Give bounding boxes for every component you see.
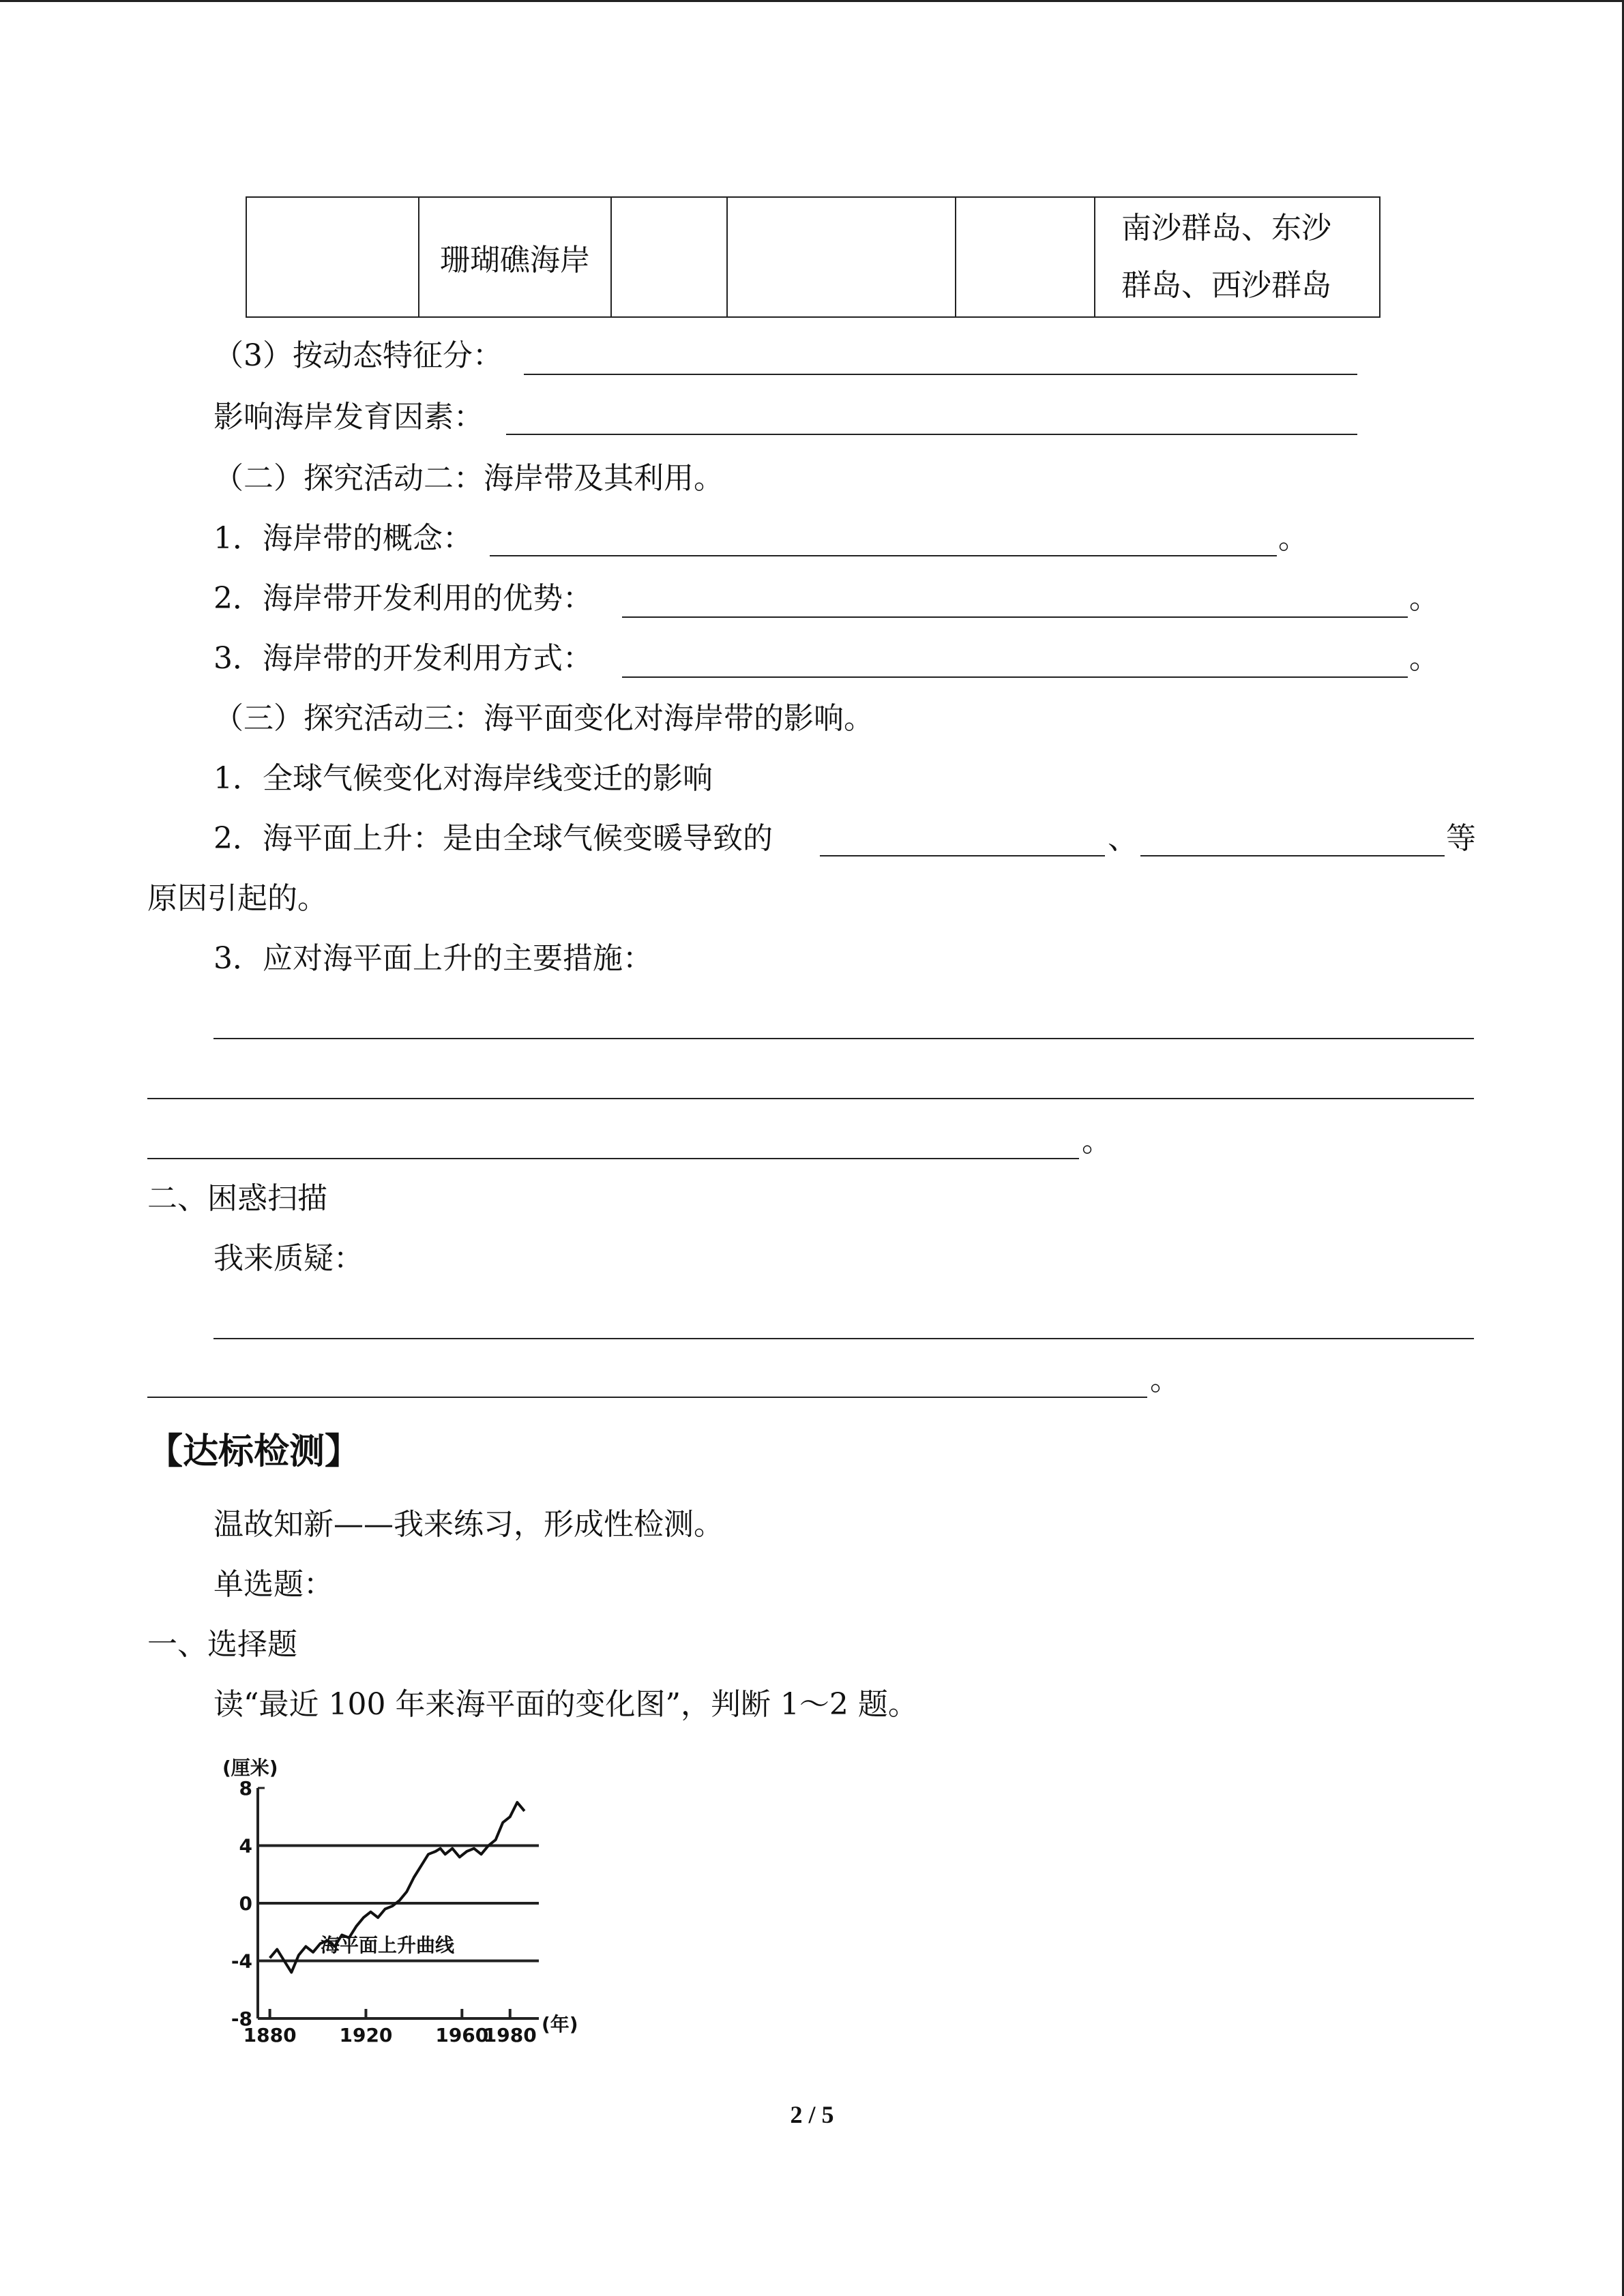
activity2-title: （二）探究活动二：海岸带及其利用。	[213, 461, 724, 496]
table-cell-coast-type: 珊瑚礁海岸	[419, 197, 611, 317]
a3-q2-suffix: 等	[1446, 821, 1476, 856]
assessment-intro: 温故知新——我来练习，形成性检测。	[213, 1507, 724, 1542]
y-tick-label: -4	[231, 1950, 252, 1973]
question-intro: 读“最近 100 年来海平面的变化图”，判断 1～2 题。	[213, 1687, 918, 1722]
a2-q2-answer-line[interactable]	[622, 616, 1408, 618]
a2-q1-label: 1．海岸带的概念：	[213, 521, 473, 556]
table-cell-empty	[246, 197, 419, 317]
a2-q3-label: 3．海岸带的开发利用方式：	[213, 641, 593, 676]
x-tick-label: 1880	[243, 2024, 297, 2046]
dynamic-answer-line[interactable]	[524, 374, 1357, 375]
a2-q2-label: 2．海岸带开发利用的优势：	[213, 581, 593, 616]
a2-q1-period: 。	[1278, 521, 1308, 556]
sea-level-chart-svg	[218, 1746, 600, 2046]
factors-answer-line[interactable]	[506, 434, 1357, 435]
a2-q3-period: 。	[1409, 641, 1439, 676]
doubt-label: 我来质疑：	[213, 1241, 364, 1276]
y-tick-label: 4	[239, 1834, 252, 1858]
a3-q1-label: 1．全球气候变化对海岸线变迁的影响	[213, 761, 713, 796]
choice-section-title: 一、选择题	[147, 1627, 297, 1662]
chart-ylabel: (厘米)	[222, 1757, 278, 1779]
distribution-line-2: 群岛、西沙群岛	[1121, 268, 1331, 303]
measures-period: 。	[1082, 1124, 1112, 1159]
table-cell-empty	[727, 197, 956, 317]
measures-answer-line-2[interactable]	[147, 1098, 1474, 1099]
table-cell-empty	[611, 197, 727, 317]
doubt-period: 。	[1150, 1362, 1180, 1397]
chart-xlabel: (年)	[542, 2013, 578, 2036]
a2-q2-period: 。	[1409, 581, 1439, 616]
a3-q3-label: 3．应对海平面上升的主要措施：	[213, 941, 653, 976]
x-tick-label: 1980	[483, 2024, 537, 2046]
curve-label: 海平面上升曲线	[321, 1934, 455, 1956]
a2-q3-answer-line[interactable]	[622, 676, 1408, 678]
a3-q2-answer-line-2[interactable]	[1140, 855, 1445, 856]
a2-q1-answer-line[interactable]	[490, 555, 1277, 556]
table-cell-distribution	[1095, 197, 1380, 317]
table-cell-empty	[956, 197, 1095, 317]
page-number: 2 / 5	[790, 2101, 834, 2128]
activity3-title: （三）探究活动三：海平面变化对海岸带的影响。	[213, 701, 874, 736]
a3-q2-label: 2．海平面上升：是由全球气候变暖导致的	[213, 821, 773, 856]
doubt-answer-line-1[interactable]	[213, 1338, 1474, 1339]
section2-title: 二、困惑扫描	[147, 1181, 327, 1216]
top-border	[0, 0, 1624, 2]
distribution-line-1: 南沙群岛、东沙	[1121, 211, 1331, 245]
y-tick-label: 0	[239, 1892, 252, 1915]
measures-answer-line-1[interactable]	[213, 1038, 1474, 1039]
sea-level-chart	[218, 1746, 600, 2046]
assessment-heading: 【达标检测】	[147, 1431, 361, 1472]
single-choice-label: 单选题：	[213, 1567, 334, 1602]
factors-label: 影响海岸发育因素：	[213, 400, 484, 434]
a3-q2-separator: 、	[1108, 821, 1138, 856]
a3-q2-continuation: 原因引起的。	[147, 881, 327, 916]
measures-answer-line-3[interactable]	[147, 1158, 1079, 1159]
x-tick-label: 1920	[339, 2024, 393, 2046]
coast-type-table	[246, 196, 1381, 318]
x-tick-label: 1960	[435, 2024, 489, 2046]
table-row	[246, 197, 1380, 317]
y-tick-label: 8	[239, 1777, 252, 1800]
dynamic-label: （3）按动态特征分：	[213, 338, 503, 373]
y-tick-label: -8	[231, 2008, 252, 2030]
doubt-answer-line-2[interactable]	[147, 1397, 1147, 1398]
a3-q2-answer-line-1[interactable]	[820, 855, 1105, 856]
